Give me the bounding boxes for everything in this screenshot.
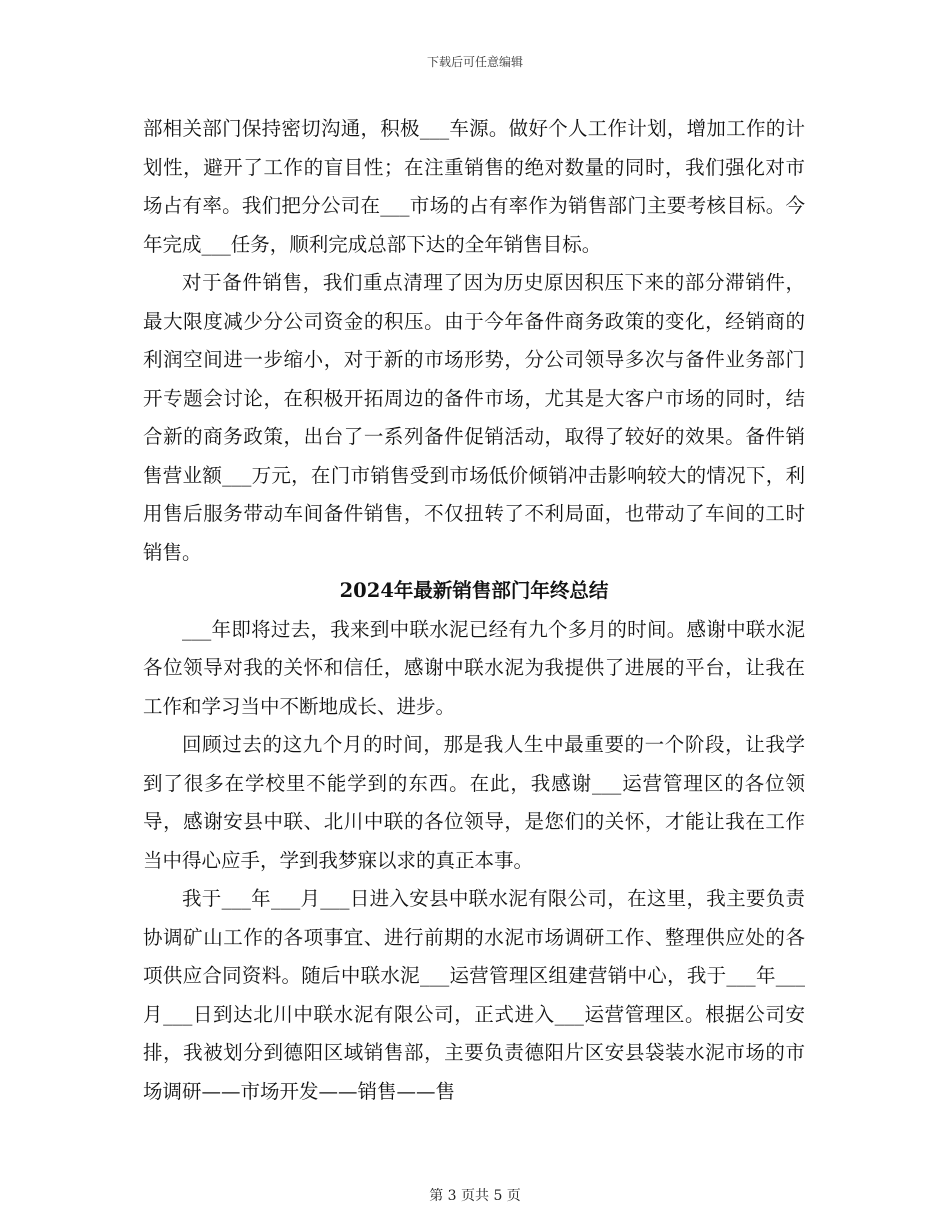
page-header: 下载后可任意编辑 <box>426 55 523 69</box>
body-paragraph: 我于___年___月___日进入安县中联水泥有限公司，在这里，我主要负责协调矿山工作的各项事宜、进行前期的水泥市场调研工作、整理供应处的各项供应合同资料。随后中联水泥___运营管理区组建营销中心，我于___年___月___日到达北川中联水泥有限公司，正式进入___运营管理区。根据公司安排，我被划分到德阳区域销售部，主要负责德阳片区安县袋装水泥市场的市场调研——市场开发——销售——售 <box>143 887 805 1103</box>
body-paragraph: 部相关部门保持密切沟通，积极___车源。做好个人工作计划，增加工作的计划性，避开了工作的盲目性；在注重销售的绝对数量的同时，我们强化对市场占有率。我们把分公司在___市场的占有率作为销售部门主要考核目标。今年完成___任务，顺利完成总部下达的全年销售目标。 <box>143 117 805 256</box>
document-body <box>143 110 805 1111</box>
body-paragraph: ___年即将过去，我来到中联水泥已经有九个多月的时间。感谢中联水泥各位领导对我的关怀和信任，感谢中联水泥为我提供了进展的平台，让我在工作和学习当中不断地成长、进步。 <box>143 617 805 718</box>
page-footer: 第 3 页共 5 页 <box>429 1188 521 1204</box>
body-paragraph: 回顾过去的这九个月的时间，那是我人生中最重要的一个阶段，让我学到了很多在学校里不能学到的东西。在此，我感谢___运营管理区的各位领导，感谢安县中联、北川中联的各位领导，是您们的关怀，才能让我在工作当中得心应手，学到我梦寐以求的真正本事。 <box>143 733 805 872</box>
body-paragraph: 对于备件销售，我们重点清理了因为历史原因积压下来的部分滞销件，最大限度减少分公司资金的积压。由于今年备件商务政策的变化，经销商的利润空间进一步缩小，对于新的市场形势，分公司领导多次与备件业务部门开专题会讨论，在积极开拓周边的备件市场，尤其是大客户市场的同时，结合新的商务政策，出台了一系列备件促销活动，取得了较好的效果。备件销售营业额___万元，在门市销售受到市场低价倾销冲击影响较大的情况下，利用售后服务带动车间备件销售，不仅扭转了不利局面，也带动了车间的工时销售。 <box>143 271 805 564</box>
section-title: 2024年最新销售部门年终总结 <box>339 579 609 602</box>
